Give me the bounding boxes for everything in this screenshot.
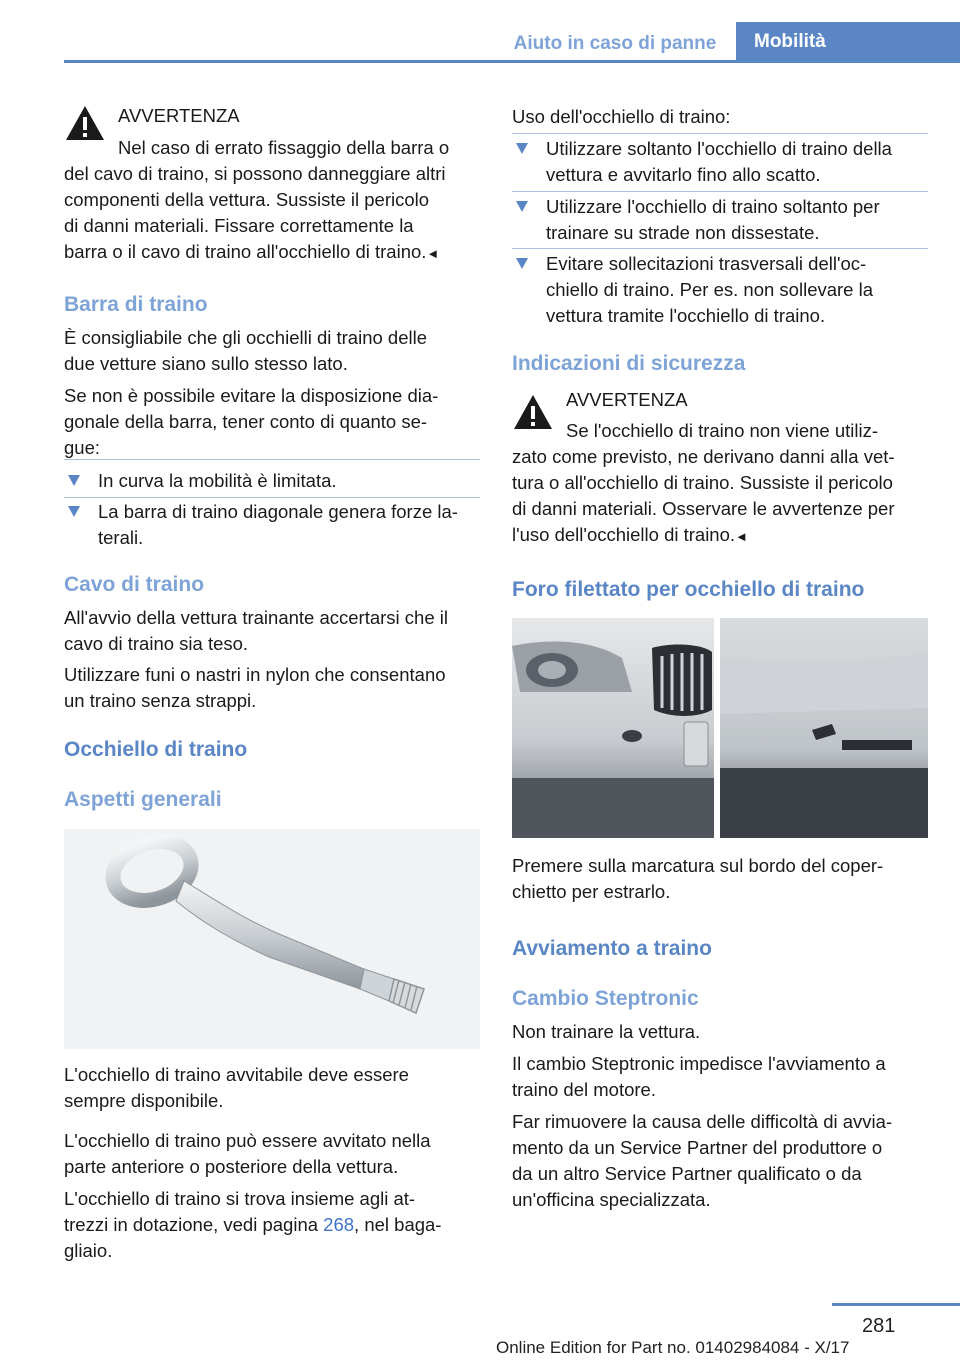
list-item: Evitare sollecitazioni trasversali dell'oc- chiello di traino. Per es. non sollevare la vettura tramite l'occhiello di traino. <box>512 251 928 329</box>
paragraph-line: gliaio. <box>64 1240 113 1261</box>
paragraph-line: All'avvio della vettura trainante accertarsi che il <box>64 607 448 628</box>
heading-barra-di-traino: Barra di traino <box>64 293 208 316</box>
paragraph-line: L'occhiello di traino avvitabile deve essere <box>64 1064 409 1085</box>
paragraph-line: cavo di traino sia teso. <box>64 633 249 654</box>
warning-text-line: tura o all'occhiello di traino. Sussiste il pericolo <box>512 472 893 493</box>
end-mark: ◄ <box>735 529 748 544</box>
paragraph-line: trezzi in dotazione, vedi pagina 268, nel baga- <box>64 1214 442 1235</box>
warning-text-line: zato come previsto, ne derivano danni alla vet- <box>512 446 895 467</box>
chapter-tab[interactable]: Mobilità <box>736 22 960 62</box>
section-tab[interactable]: Aiuto in caso di panne <box>513 33 717 54</box>
warning-title: AVVERTENZA <box>118 105 240 126</box>
list-item: Utilizzare soltanto l'occhiello di traino della vettura e avvitarlo fino allo scatto. <box>512 136 928 188</box>
paragraph-line: Non trainare la vettura. <box>512 1021 701 1042</box>
paragraph-line: Utilizzare funi o nastri in nylon che consentano <box>64 664 446 685</box>
warning-text-line: Nel caso di errato fissaggio della barra o <box>118 137 450 158</box>
paragraph-line: Se non è possibile evitare la disposizione dia- <box>64 385 439 406</box>
warning-text-line: Se l'occhiello di traino non viene utiliz- <box>566 420 879 441</box>
caption-line: chietto per estrarlo. <box>512 881 671 902</box>
paragraph-line: sempre disponibile. <box>64 1090 224 1111</box>
heading-aspetti-generali: Aspetti generali <box>64 788 222 811</box>
bullet-triangle-icon <box>516 143 528 154</box>
bullet-triangle-icon <box>516 258 528 269</box>
warning-text-line: componenti della vettura. Sussiste il pericolo <box>64 189 430 210</box>
end-mark: ◄ <box>426 246 440 261</box>
warning-text-line: barra o il cavo di traino all'occhiello di traino.◄ <box>64 241 440 262</box>
bullet-triangle-icon <box>68 475 80 486</box>
warning-icon <box>64 104 106 142</box>
paragraph-line: un'officina specializzata. <box>512 1189 711 1210</box>
towing-eye-image <box>64 829 480 1049</box>
heading-occhiello-di-traino: Occhiello di traino <box>64 738 248 761</box>
edition-note: Online Edition for Part no. 01402984084 - X/17 <box>496 1338 850 1357</box>
warning-text-line: l'uso dell'occhiello di traino.◄ <box>512 524 748 545</box>
heading-cavo-di-traino: Cavo di traino <box>64 573 205 596</box>
warning-icon <box>512 393 554 431</box>
warning-text-line: del cavo di traino, si possono danneggiare altri <box>64 163 446 184</box>
warning-title: AVVERTENZA <box>566 389 688 410</box>
paragraph-line: È consigliabile che gli occhielli di traino delle <box>64 327 428 348</box>
paragraph-line: mento da un Service Partner del produttore o <box>512 1137 883 1158</box>
warning-text-line: di danni materiali. Osservare le avvertenze per <box>512 498 895 519</box>
paragraph-line: un traino senza strappi. <box>64 690 257 711</box>
paragraph-line: L'occhiello di traino può essere avvitato nella <box>64 1130 431 1151</box>
caption-line: Premere sulla marcatura sul bordo del coper- <box>512 855 884 876</box>
heading-indicazioni-di-sicurezza: Indicazioni di sicurezza <box>512 352 746 375</box>
paragraph-line: Uso dell'occhiello di traino: <box>512 106 731 127</box>
divider <box>512 191 928 192</box>
list-item: Utilizzare l'occhiello di traino soltanto per trainare su strade non dissestate. <box>512 194 928 246</box>
heading-cambio-steptronic: Cambio Steptronic <box>512 987 699 1010</box>
list-item: La barra di traino diagonale genera forze la- terali. <box>64 499 480 551</box>
paragraph-line: L'occhiello di traino si trova insieme agli at- <box>64 1188 416 1209</box>
paragraph-line: gue: <box>64 437 101 458</box>
paragraph-line: gonale della barra, tener conto di quanto se- <box>64 411 428 432</box>
paragraph-line: due vetture siano sullo stesso lato. <box>64 353 348 374</box>
heading-avviamento-a-traino: Avviamento a traino <box>512 937 712 960</box>
bullet-triangle-icon <box>68 506 80 517</box>
bumper-image <box>512 618 928 838</box>
footer-rule <box>832 1303 960 1306</box>
list-item: In curva la mobilità è limitata. <box>64 468 480 494</box>
page-number: 281 <box>862 1315 896 1337</box>
divider <box>512 248 928 249</box>
paragraph-line: parte anteriore o posteriore della vettura. <box>64 1156 399 1177</box>
heading-foro-filettato: Foro filettato per occhiello di traino <box>512 578 865 601</box>
paragraph-line: Il cambio Steptronic impedisce l'avviamento a <box>512 1053 886 1074</box>
paragraph-line: Far rimuovere la causa delle difficoltà di avvia- <box>512 1111 893 1132</box>
paragraph-line: da un altro Service Partner qualificato o da <box>512 1163 862 1184</box>
warning-text-line: di danni materiali. Fissare correttamente la <box>64 215 414 236</box>
bullet-triangle-icon <box>516 201 528 212</box>
paragraph-line: traino del motore. <box>512 1079 656 1100</box>
divider <box>512 133 928 134</box>
page-link[interactable]: 268 <box>323 1214 355 1235</box>
divider <box>64 459 480 460</box>
divider <box>64 497 480 498</box>
